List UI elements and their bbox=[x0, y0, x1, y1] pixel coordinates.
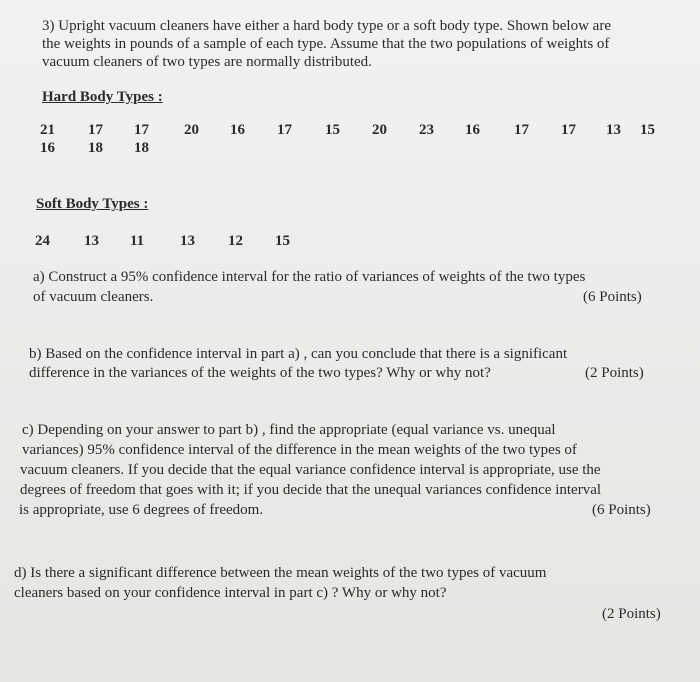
part-a-line-1: a) Construct a 95% confidence interval for the ratio of variances of weights of the two types bbox=[33, 269, 586, 285]
hard-value: 17 bbox=[88, 122, 103, 138]
hard-value: 17 bbox=[514, 122, 529, 138]
hard-value: 17 bbox=[277, 122, 292, 138]
hard-value: 16 bbox=[230, 122, 245, 138]
hard-value: 15 bbox=[325, 122, 340, 138]
hard-value: 15 bbox=[640, 122, 655, 138]
part-c-line-1: c) Depending on your answer to part b) , find the appropriate (equal variance vs. unequal bbox=[22, 422, 556, 438]
soft-value: 15 bbox=[275, 233, 290, 249]
hard-body-heading: Hard Body Types : bbox=[42, 89, 163, 105]
hard-value: 18 bbox=[134, 140, 149, 156]
part-b-line-2: difference in the variances of the weights of the two types? Why or why not? bbox=[29, 365, 491, 381]
soft-value: 24 bbox=[35, 233, 50, 249]
part-b-points: (2 Points) bbox=[585, 365, 644, 381]
hard-value: 13 bbox=[606, 122, 621, 138]
soft-value: 13 bbox=[180, 233, 195, 249]
soft-value: 13 bbox=[84, 233, 99, 249]
hard-value: 21 bbox=[40, 122, 55, 138]
part-b-line-1: b) Based on the confidence interval in part a) , can you conclude that there is a significant bbox=[29, 346, 568, 362]
hard-value: 17 bbox=[134, 122, 149, 138]
hard-value: 23 bbox=[419, 122, 434, 138]
intro-line-2: the weights in pounds of a sample of each type. Assume that the two populations of weights of bbox=[42, 36, 610, 52]
part-c-points: (6 Points) bbox=[592, 502, 651, 518]
hard-value: 16 bbox=[40, 140, 55, 156]
hard-value: 16 bbox=[465, 122, 480, 138]
part-c-line-2: variances) 95% confidence interval of the difference in the mean weights of the two types of bbox=[22, 442, 577, 458]
part-d-points: (2 Points) bbox=[602, 606, 661, 622]
hard-value: 18 bbox=[88, 140, 103, 156]
part-c-line-5: is appropriate, use 6 degrees of freedom. bbox=[19, 502, 264, 518]
soft-body-heading: Soft Body Types : bbox=[36, 196, 149, 212]
part-c-line-4: degrees of freedom that goes with it; if you decide that the unequal variances confidence interval bbox=[20, 482, 602, 498]
part-d-line-2: cleaners based on your confidence interval in part c) ? Why or why not? bbox=[14, 585, 447, 601]
part-a-points: (6 Points) bbox=[583, 289, 642, 305]
part-a-line-2: of vacuum cleaners. bbox=[33, 289, 154, 305]
intro-line-3: vacuum cleaners of two types are normally distributed. bbox=[42, 54, 372, 70]
part-d-line-1: d) Is there a significant difference between the mean weights of the two types of vacuum bbox=[14, 565, 547, 581]
soft-value: 11 bbox=[130, 233, 145, 249]
hard-value: 20 bbox=[372, 122, 387, 138]
hard-value: 20 bbox=[184, 122, 199, 138]
hard-value: 17 bbox=[561, 122, 576, 138]
part-c-line-3: vacuum cleaners. If you decide that the equal variance confidence interval is appropriate, use the bbox=[20, 462, 601, 478]
intro-line-1: 3) Upright vacuum cleaners have either a hard body type or a soft body type. Shown below are bbox=[42, 18, 611, 34]
soft-value: 12 bbox=[228, 233, 243, 249]
